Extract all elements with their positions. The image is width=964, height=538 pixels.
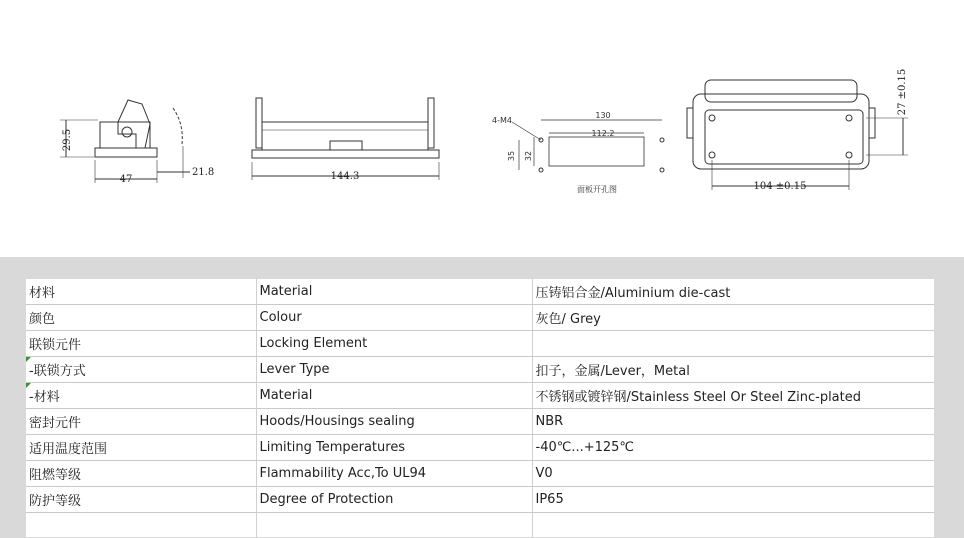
top-outer-frame: [693, 94, 869, 169]
property-en-cell: Lever Type: [256, 357, 532, 383]
top-inner-frame: [705, 110, 863, 164]
side-offset-label: 21.8: [192, 167, 215, 178]
table-row: [26, 305, 934, 331]
property-en-cell: Hoods/Housings sealing: [256, 409, 532, 435]
property-cn-cell: -联锁方式: [26, 357, 256, 383]
property-cn-cell: 联锁元件: [26, 331, 256, 357]
property-cn-cell: 阻燃等级: [26, 461, 256, 487]
side-pivot: [122, 127, 132, 137]
front-lever-left: [256, 98, 262, 148]
panel-hole-leader: [512, 122, 541, 140]
top-screw-tl: [709, 115, 715, 121]
table-row: [26, 357, 934, 383]
top-screw-bl: [709, 152, 715, 158]
property-value-cell: IP65: [532, 487, 934, 513]
top-handle: [705, 80, 857, 102]
property-cn-cell: 颜色: [26, 305, 256, 331]
table-row: [26, 279, 934, 305]
panel-hole-bl: [539, 168, 543, 172]
panel-cutout-rect: [549, 137, 644, 166]
empty-cell: [26, 513, 256, 538]
property-cn-cell: 材料: [26, 279, 256, 305]
top-screw-tr: [846, 115, 852, 121]
front-body: [262, 122, 428, 150]
property-cn-cell: 防护等级: [26, 487, 256, 513]
top-screw-br: [846, 152, 852, 158]
front-lever-right: [428, 98, 434, 148]
empty-cell: [256, 513, 532, 538]
spec-table-body: [26, 279, 934, 537]
panel-inner-width-label: 112.2: [591, 129, 615, 138]
panel-hole-br: [660, 168, 664, 172]
side-body: [100, 122, 150, 148]
panel-holes-label: 4-M4: [492, 116, 512, 125]
property-value-cell: NBR: [532, 409, 934, 435]
side-swing-arc: [173, 108, 182, 144]
technical-drawing: [0, 0, 964, 257]
top-width-label: 104 ±0.15: [753, 181, 807, 192]
front-base: [252, 150, 439, 158]
property-value-cell: 压铸铝合金/Aluminium die-cast: [532, 279, 934, 305]
property-en-cell: Limiting Temperatures: [256, 435, 532, 461]
top-latch-left: [687, 108, 693, 138]
table-row: [26, 383, 934, 409]
side-height-label: 29.5: [62, 128, 73, 152]
spec-table: [26, 279, 934, 537]
front-cutout: [330, 141, 362, 150]
property-en-cell: Locking Element: [256, 331, 532, 357]
property-value-cell: 不锈钢或镀锌钢/Stainless Steel Or Steel Zinc-plated: [532, 383, 934, 409]
property-value-cell: -40℃...+125℃: [532, 435, 934, 461]
side-width-label: 47: [119, 174, 133, 185]
panel-outer-height-label: 35: [507, 150, 516, 162]
spec-section: [0, 257, 964, 538]
property-value-cell: V0: [532, 461, 934, 487]
property-value-cell: [532, 331, 934, 357]
panel-caption: 面板开孔图: [577, 185, 617, 194]
drawing-svg: [0, 0, 964, 257]
property-en-cell: Flammability Acc,To UL94: [256, 461, 532, 487]
panel-cutout-view: [512, 120, 664, 172]
property-en-cell: Material: [256, 383, 532, 409]
panel-outer-width-label: 130: [595, 111, 611, 120]
table-row: [26, 461, 934, 487]
property-value-cell: 灰色/ Grey: [532, 305, 934, 331]
property-cn-cell: 密封元件: [26, 409, 256, 435]
panel-inner-height-label: 32: [524, 150, 533, 162]
table-row-empty: [26, 513, 934, 538]
side-base-flange: [95, 148, 157, 157]
table-row: [26, 409, 934, 435]
table-row: [26, 487, 934, 513]
front-width-label: 144.3: [330, 171, 360, 182]
panel-hole-tr: [660, 138, 664, 142]
side-view: [60, 100, 190, 183]
empty-cell: [532, 513, 934, 538]
property-cn-cell: -材料: [26, 383, 256, 409]
top-latch-right: [869, 108, 875, 138]
front-view: [252, 98, 439, 180]
property-cn-cell: 适用温度范围: [26, 435, 256, 461]
top-view: [687, 80, 908, 190]
table-row: [26, 331, 934, 357]
property-value-cell: 扣子，金属/Lever，Metal: [532, 357, 934, 383]
property-en-cell: Colour: [256, 305, 532, 331]
property-en-cell: Degree of Protection: [256, 487, 532, 513]
side-lever: [118, 100, 150, 148]
table-row: [26, 435, 934, 461]
property-en-cell: Material: [256, 279, 532, 305]
top-height-label: 27 ±0.15: [897, 68, 908, 116]
